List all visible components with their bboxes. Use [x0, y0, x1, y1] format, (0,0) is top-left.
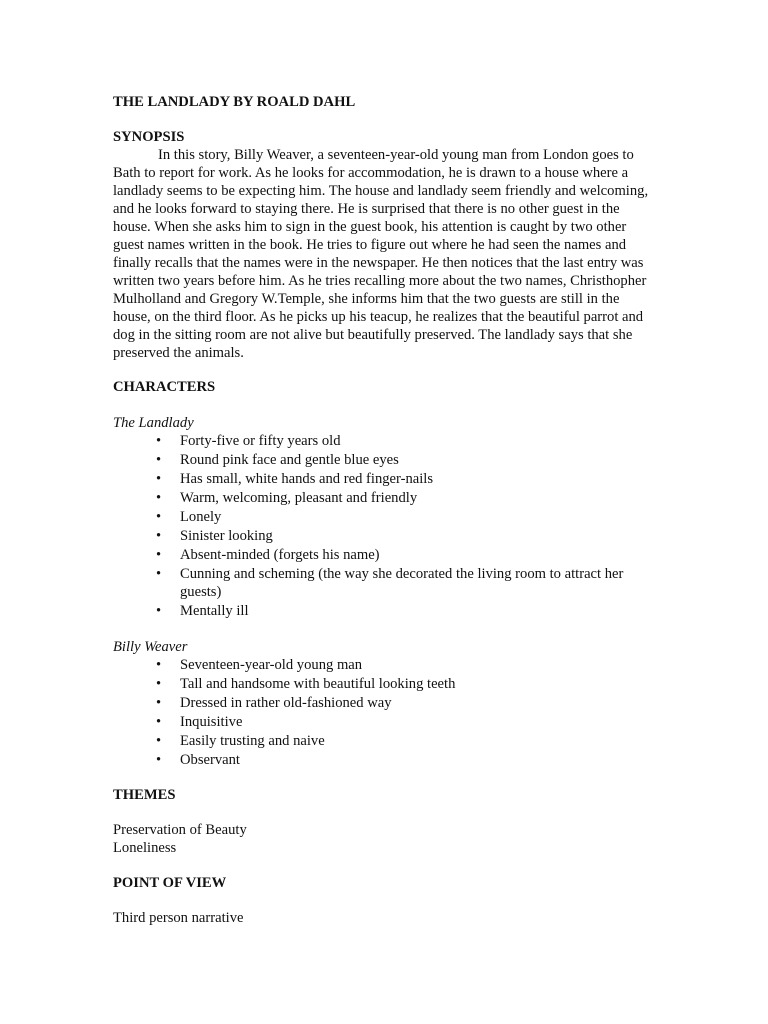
- bullet-icon: •: [156, 676, 162, 692]
- bullet-icon: •: [156, 547, 162, 563]
- bullet-icon: •: [156, 733, 162, 749]
- list-item: • Cunning and scheming (the way she decorated the living room to attract her guests): [156, 566, 624, 600]
- synopsis-text: In this story, Billy Weaver, a seventeen-year-old young man from London goes to Bath to report for work. As he looks for accommodation, he is drawn to a house where a landlady seems to be expecting him. The house and landlady seem friendly and welcoming, and he looks forward to staying there. He is surprised that there is no other guest in the house. When she asks him to sign in the guest book, his attention is caught by two other guest names written in the book. He tries to figure out where he had seen the names and finally recalls that the names were in the newspaper. He then notices that the last entry was written two years before him. As he tries recalling more about the two names, Christhopher Mulholland and Gregory W.Temple, she informs him that the two guests are still in the house, on the third floor. As he picks up his teacup, he realizes that the beautiful parrot and dog in the sitting room are not alive but beautifully preserved. The landlady says that she preserved the animals.: [113, 147, 649, 361]
- bullet-icon: •: [156, 471, 162, 487]
- list-item: • Warm, welcoming, pleasant and friendly: [156, 490, 418, 506]
- landlady-name: The Landlady: [113, 415, 194, 431]
- bullet-icon: •: [156, 490, 162, 506]
- billy-traits-list: [113, 656, 658, 769]
- list-item: • Forty-five or fifty years old: [156, 433, 341, 449]
- list-item: • Seventeen-year-old young man: [156, 657, 363, 673]
- bullet-icon: •: [156, 452, 162, 468]
- list-item: • Lonely: [156, 509, 222, 525]
- bullet-icon: •: [156, 603, 162, 619]
- document-page: [113, 93, 658, 927]
- list-item: • Tall and handsome with beautiful looking teeth: [156, 676, 456, 692]
- list-item: • Round pink face and gentle blue eyes: [156, 452, 399, 468]
- bullet-icon: •: [156, 657, 162, 673]
- point-of-view-heading: POINT OF VIEW: [113, 875, 227, 891]
- list-item: • Sinister looking: [156, 528, 273, 544]
- theme-item: Loneliness: [113, 840, 177, 856]
- bullet-icon: •: [156, 509, 162, 525]
- point-of-view-text: Third person narrative: [113, 910, 244, 926]
- themes-list: [113, 821, 658, 857]
- list-item: • Observant: [156, 752, 240, 768]
- bullet-icon: •: [156, 528, 162, 544]
- bullet-icon: •: [156, 566, 162, 582]
- bullet-icon: •: [156, 433, 162, 449]
- list-item: • Absent-minded (forgets his name): [156, 547, 380, 563]
- landlady-traits-list: [113, 432, 658, 620]
- theme-item: Preservation of Beauty: [113, 822, 247, 838]
- list-item: • Inquisitive: [156, 714, 243, 730]
- list-item: • Dressed in rather old-fashioned way: [156, 695, 392, 711]
- bullet-icon: •: [156, 714, 162, 730]
- list-item: • Has small, white hands and red finger-nails: [156, 471, 434, 487]
- characters-heading: CHARACTERS: [113, 379, 216, 395]
- bullet-icon: •: [156, 752, 162, 768]
- synopsis-heading: SYNOPSIS: [113, 129, 185, 145]
- list-item: • Easily trusting and naive: [156, 733, 325, 749]
- billy-name: Billy Weaver: [113, 639, 188, 655]
- document-title: THE LANDLADY BY ROALD DAHL: [113, 94, 356, 110]
- themes-heading: THEMES: [113, 787, 176, 803]
- bullet-icon: •: [156, 695, 162, 711]
- list-item: • Mentally ill: [156, 603, 249, 619]
